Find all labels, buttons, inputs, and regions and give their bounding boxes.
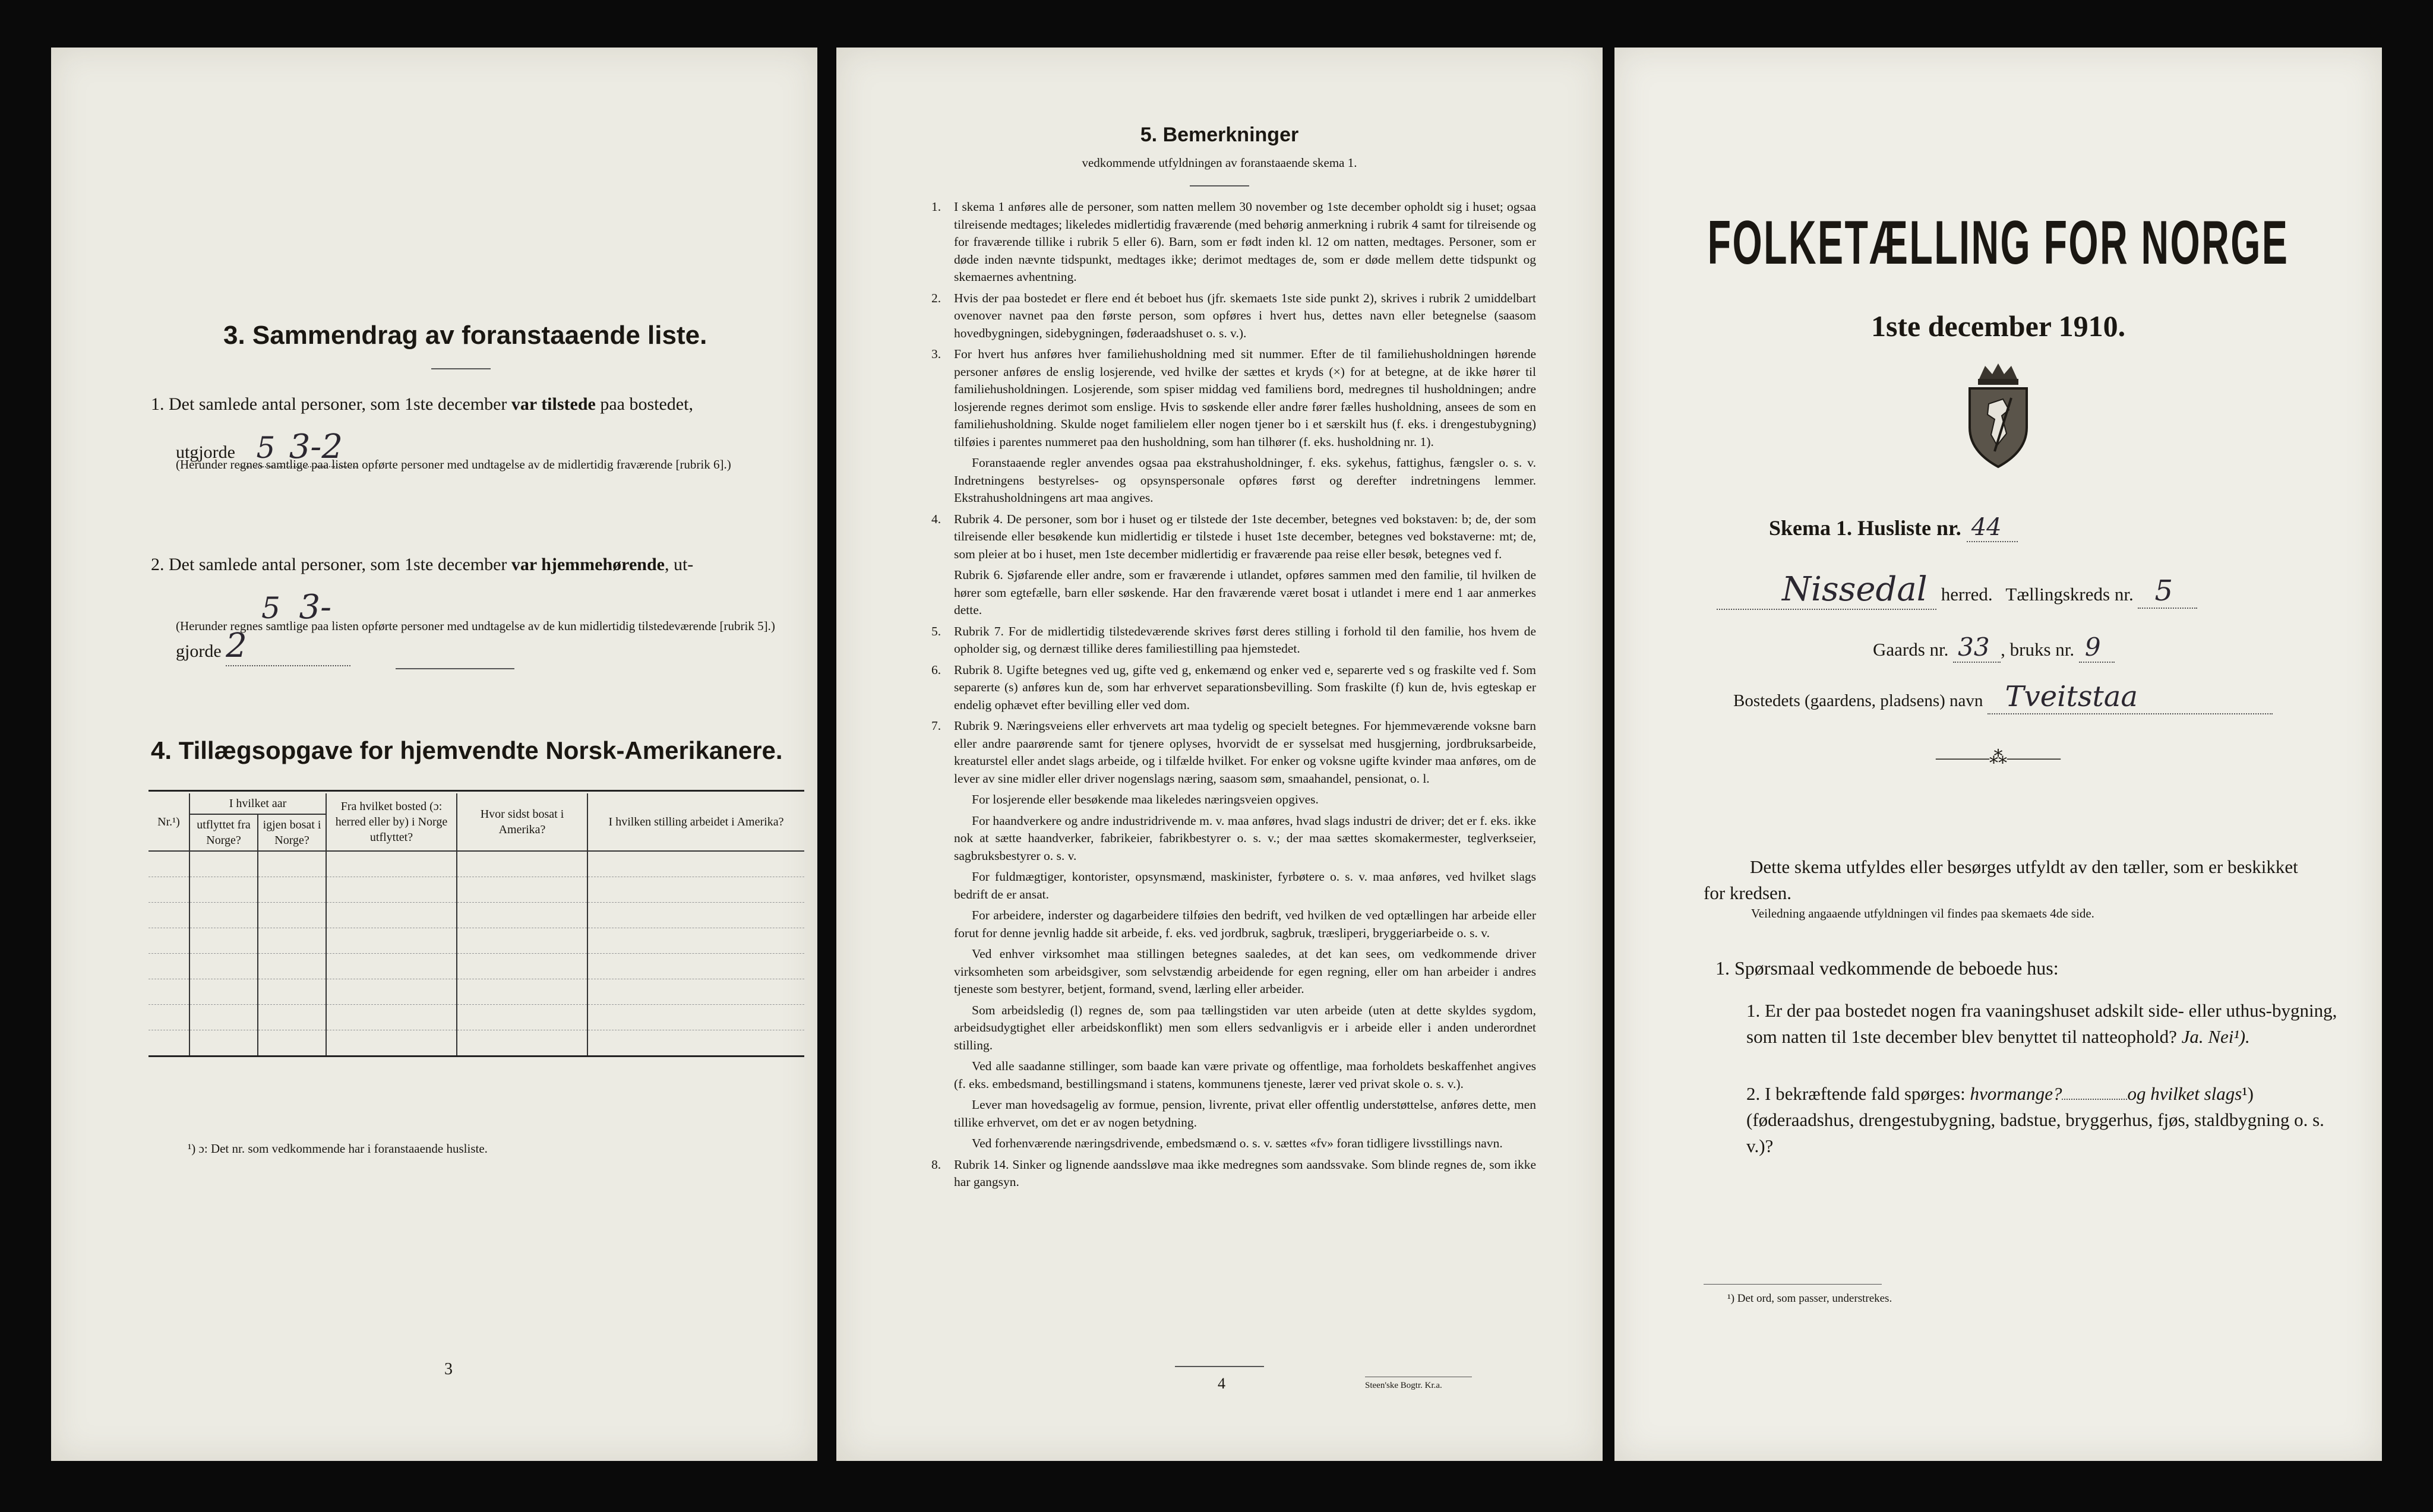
item1-bold: var tilstede: [511, 394, 596, 414]
note-5: 5. Rubrik 7. For de midlertidig tilstedeværende skrives først deres stilling i forhold til den familie, hos hvem de opholder sig, og dernæst tillike deres familiestilling paa hjemstedet.: [931, 624, 1536, 656]
kreds-label: Tællingskreds nr.: [2005, 584, 2134, 605]
divider: [1190, 185, 1249, 186]
herred-line: [1717, 570, 2197, 610]
item2-value-printed: 5: [261, 591, 280, 625]
gaard-line: [1873, 632, 2115, 663]
printer-mark: Steen'ske Bogtr. Kr.a.: [1365, 1381, 1442, 1390]
footnote: ¹) Det ord, som passer, understrekes.: [1727, 1292, 1892, 1305]
col-igjen: igjen bosat i Norge?: [258, 814, 326, 851]
section4-title: 4. Tillægsopgave for hjemvendte Norsk-Amerikanere.: [151, 736, 783, 764]
note-7: 7. Rubrik 9. Næringsveiens eller erhvervets art maa tydelig og specielt betegnes. For hjemmeværende voksne barn eller andre paarørende samt for tjenere oplyses, hvorvidt de er sysselsat med husgjerning, jordbruksarbeide, kreaturstel eller andet slags arbeide, og i tilfælde hvilket. For enker og voksne ugifte kvinder maa anføres, om de lever av sine midler eller driver nogenslags næring, saasom søm, smaahandel, pensionat, o. l.: [931, 719, 1536, 786]
note-7b: For losjerende eller besøkende maa likeledes næringsveien opgives.: [972, 792, 1319, 806]
intro-text: Dette skema utfyldes eller besørges utfyldt av den tæller, som er beskikket for kredsen.: [1704, 856, 2298, 903]
note-7g: Som arbeidsledig (l) regnes de, som paa tællingstiden var uten arbeide (uten at dette skyldes sygdom, arbeidsudygtighet eller arbeidskonflikt) men som ellers sedvanligvis er i arbeide eller i anden underordnet stilling.: [954, 1002, 1536, 1052]
q1-answer: Ja. Nei¹).: [2181, 1026, 2250, 1047]
bosted-label: Bostedets (gaardens, pladsens) navn: [1733, 691, 1983, 710]
item1-utgjorde: utgjorde: [176, 442, 235, 462]
col-utflyttet: utflyttet fra Norge?: [189, 814, 258, 851]
remarks-subtitle: vedkommende utfyldningen av foranstaaende skema 1.: [1082, 156, 1357, 170]
note-7i: Lever man hovedsagelig av formue, pension, livrente, privat eller offentlig understøttelse, anføres dette, men tillike erhvervet, om det er av nogen betydning.: [954, 1097, 1536, 1130]
footnote-rule: [1704, 1284, 1882, 1285]
bruks-value: 9: [2084, 632, 2101, 662]
note-7d: For fuldmægtiger, kontorister, opsynsmænd, maskinister, fyrbøtere o. s. v. maa anføres, ved hvilket slags bedrift de er ansat.: [954, 869, 1536, 901]
skema-line: [1769, 514, 2018, 542]
note-4b: Rubrik 6. Sjøfarende eller andre, som er fraværende i utlandet, opføres sammen med den familie, til hvilken de hører som egtefælle, barn eller søskende. Har den fraværende været bosat i utlandet i mere end 1 aar anmerkes dette.: [954, 568, 1536, 617]
document-title: FOLKETÆLLING FOR NORGE: [1707, 208, 2289, 277]
note-3b: Foranstaaende regler anvendes ogsaa paa ekstrahusholdninger, f. eks. sykehus, fattighus, fængsler o. s. v. Indretningens bestyrelses- og opsynspersonale opføres først og derefter indretningens lemmer. Ekstrahusholdningens art maa angives.: [954, 456, 1536, 505]
table-row: [148, 1005, 804, 1030]
table-row: [148, 954, 804, 979]
page-right: [1614, 48, 2382, 1461]
table-row: [148, 877, 804, 903]
page-left: [51, 48, 817, 1461]
item2-utgjorde: gjorde: [176, 641, 222, 661]
note-3: 3. For hvert hus anføres hver familiehusholdning med sit nummer. Efter de til familiehusholdningen hørende personer anføres de enslig losjerende, ved hvilke der sættes et kryds (×) for at betegne, at de ikke hører til familiehusholdningen. Losjerende, som spiser middag ved familiens bord, medregnes til husholdningen; andre losjerende regnes derimot som enslige. Hvis to søskende eller andre fører fælles husholdning, ansees de som en familiehusholdning. Skulde noget familielem eller nogen tjener bo i et særskilt hus (f. eks. i drengestubygning) tilføies i parentes nummeret paa den husholdning, som han tilhører (f. eks. husholdning nr. 1).: [931, 347, 1536, 449]
q2-italic-1: hvormange?: [1970, 1083, 2062, 1104]
herred-label: herred.: [1941, 584, 1993, 605]
col-hvor: Hvor sidst bosat i Amerika?: [457, 793, 587, 851]
page-middle: [836, 48, 1603, 1461]
question-1: [1746, 998, 2340, 1050]
remarks-list: [931, 198, 1536, 1195]
bruks-label: , bruks nr.: [2001, 639, 2075, 660]
question-2: [1746, 1081, 2340, 1159]
summary-item-1: [151, 392, 804, 417]
table-row: [148, 903, 804, 928]
note-7e: For arbeidere, inderster og dagarbeidere tilføies den bedrift, ved hvilken de ved optællingen har arbeide eller forut for denne jevnlig hadde sit arbeide, f. eks. ved jordbruk, sagbruk, træsliperi, bryggeriarbeide o. s. v.: [954, 908, 1536, 940]
divider: [431, 368, 491, 369]
ornament-divider: ———⁂———: [1936, 748, 2061, 767]
section3-title: 3. Sammendrag av foranstaaende liste.: [223, 321, 707, 350]
table-row: [148, 851, 804, 877]
item1-value-hand: 3-2: [289, 428, 343, 466]
note-7f: Ved enhver virksomhet maa stillingen betegnes saaledes, at det kan sees, om vedkommende driver virksomheten som arbeidsgiver, som selvstændig arbeidende for egen regning, eller om han arbeider i andres tjeneste som bestyrer, betjent, formand, svend, lærling eller arbeider.: [954, 947, 1536, 996]
divider: [396, 668, 514, 669]
note-7h: Ved alle saadanne stillinger, som baade kan være private og offentlige, maa forholdets beskaffenhet angives (f. eks. embedsmand, bestillingsmand i statens, kommunens tjeneste, lærer ved privat skole o. s. v.).: [954, 1059, 1536, 1091]
note-7c: For haandverkere og andre industridrivende m. v. maa anføres, hvad slags industri de driver; det er f. eks. ikke nok at sætte haandverker, fabrikeier, fabrikbestyrer o. s. v.; der maa sættes skomakermester, teglverkseier, sagbruksbestyrer o. s. v.: [954, 813, 1536, 863]
note-2: 2. Hvis der paa bostedet er flere end ét beboet hus (jfr. skemaets 1ste side punkt 2), skrives i rubrik 2 umiddelbart ovenover navnet paa den første person, som opføres i hvert hus, dettes navn eller betegnelse (saasom hovedbygningen, sidebygningen, føderaadshuset o. s. v.).: [931, 290, 1536, 340]
item1-text-a: 1. Det samlede antal personer, som 1ste december: [151, 394, 511, 414]
summary-item-2: [151, 552, 804, 577]
skema-label: Skema 1. Husliste nr.: [1769, 516, 1961, 540]
item2-text-b: , ut-: [664, 555, 694, 574]
item2-note: (Herunder regnes samtlige paa listen opførte personer med undtagelse av de kun midlertidig tilstedeværende [rubrik 5].): [176, 619, 775, 633]
table-footnote: ¹) ɔ: Det nr. som vedkommende har i foranstaaende husliste.: [188, 1141, 488, 1156]
note-8: 8. Rubrik 14. Sinker og lignende aandssløve maa ikke medregnes som aandssvake. Som blinde regnes de, som ikke har gangsyn.: [931, 1157, 1536, 1189]
col-fra: Fra hvilket bosted (ɔ: herred eller by) i Norge utflyttet?: [326, 793, 457, 851]
page-number: 3: [444, 1360, 453, 1378]
note-1: 1. I skema 1 anføres alle de personer, som natten mellem 30 november og 1ste december opholdt sig i huset; ogsaa tilreisende medtages; likeledes midlertidig fraværende (med behørig anmerkning i rubrik 4 samt for tilreisende og for fraværende tillike i rubrik 5 eller 6). Barn, som er født inden kl. 12 om natten, medtages. Personer, som er døde inden nævnte tidspunkt, medtages ikke; derimot medtages de, som er døde mellem dette tidspunkt og skemaernes avhentning.: [931, 200, 1536, 284]
item1-text-b: paa bostedet,: [595, 394, 693, 414]
bosted-value: Tveitstaa: [2005, 680, 2138, 713]
note-4: 4. Rubrik 4. De personer, som bor i huset og er tilstede der 1ste december, betegnes ved bokstaven: b; de, der som tilreisende eller besøkende kun midlertidig er tilstede i huset 1ste december, betegnes ved bokstaverne: mt; de, som pleier at bo i huset, men 1ste december midlertidig er fraværende paa reise eller besøk, betegnes ved f.: [931, 511, 1536, 561]
item2-bold: var hjemmehørende: [511, 555, 665, 574]
table-row: [148, 1030, 804, 1056]
gaards-label: Gaards nr.: [1873, 639, 1949, 660]
veiledning-text: Veiledning angaaende utfyldningen vil findes paa skemaets 4de side.: [1751, 906, 2094, 921]
divider: [1175, 1366, 1264, 1367]
table-top-rule: [148, 790, 804, 792]
item1-value-printed: 5: [256, 431, 276, 465]
herred-value: Nissedal: [1782, 570, 1928, 609]
q1-text: 1. Er der paa bostedet nogen fra vaaningshuset adskilt side- eller uthus-bygning, som natten til 1ste december blev benyttet til natteophold?: [1746, 1000, 2337, 1047]
norsk-amerikanere-table: [148, 793, 804, 1057]
item2-text-a: 2. Det samlede antal personer, som 1ste december: [151, 555, 511, 574]
q2-italic-2: og hvilket slags: [2127, 1083, 2242, 1104]
census-date: 1ste december 1910.: [1870, 309, 2126, 343]
col-group: I hvilket aar: [189, 793, 326, 814]
item1-note: (Herunder regnes samtlige paa listen opførte personer med undtagelse av de midlertidig fraværende [rubrik 6].): [176, 457, 731, 472]
note-7j: Ved forhenværende næringsdrivende, embedsmænd o. s. v. sættes «fv» foran tidligere livsstillings navn.: [972, 1136, 1503, 1150]
col-nr: Nr.¹): [148, 793, 189, 851]
note-6: 6. Rubrik 8. Ugifte betegnes ved ug, gifte ved g, enkemænd og enker ved e, separerte ved s og fraskilte ved f. Som separerte (s) anføres kun de, som har erhvervet separationsbevilling. Som fraskilte (f) kun de, hvis egteskap er endelig ophævet efter bevilling eller ved dom.: [931, 662, 1536, 712]
kreds-value: 5: [2154, 574, 2173, 608]
table-row: [148, 928, 804, 954]
item2-value-hand: 3-2: [226, 588, 332, 665]
gaards-value: 33: [1958, 632, 1990, 662]
coat-of-arms-icon: [1961, 362, 2035, 469]
husliste-nr: 44: [1971, 514, 2002, 541]
col-stilling: I hvilken stilling arbeidet i Amerika?: [587, 793, 804, 851]
bosted-line: [1733, 680, 2273, 714]
table-row: [148, 979, 804, 1005]
page-number: 4: [1218, 1375, 1225, 1392]
q2-text-b: ¹) (føderaadshus, drengestubygning, badstue, bryggerhus, fjøs, staldbygning o. s. v.)?: [1746, 1083, 2324, 1156]
q2-text-a: 2. I bekræftende fald spørges:: [1746, 1083, 1970, 1104]
remarks-title: 5. Bemerkninger: [1140, 124, 1299, 146]
questions-heading: 1. Spørsmaal vedkommende de beboede hus:: [1715, 957, 2059, 979]
